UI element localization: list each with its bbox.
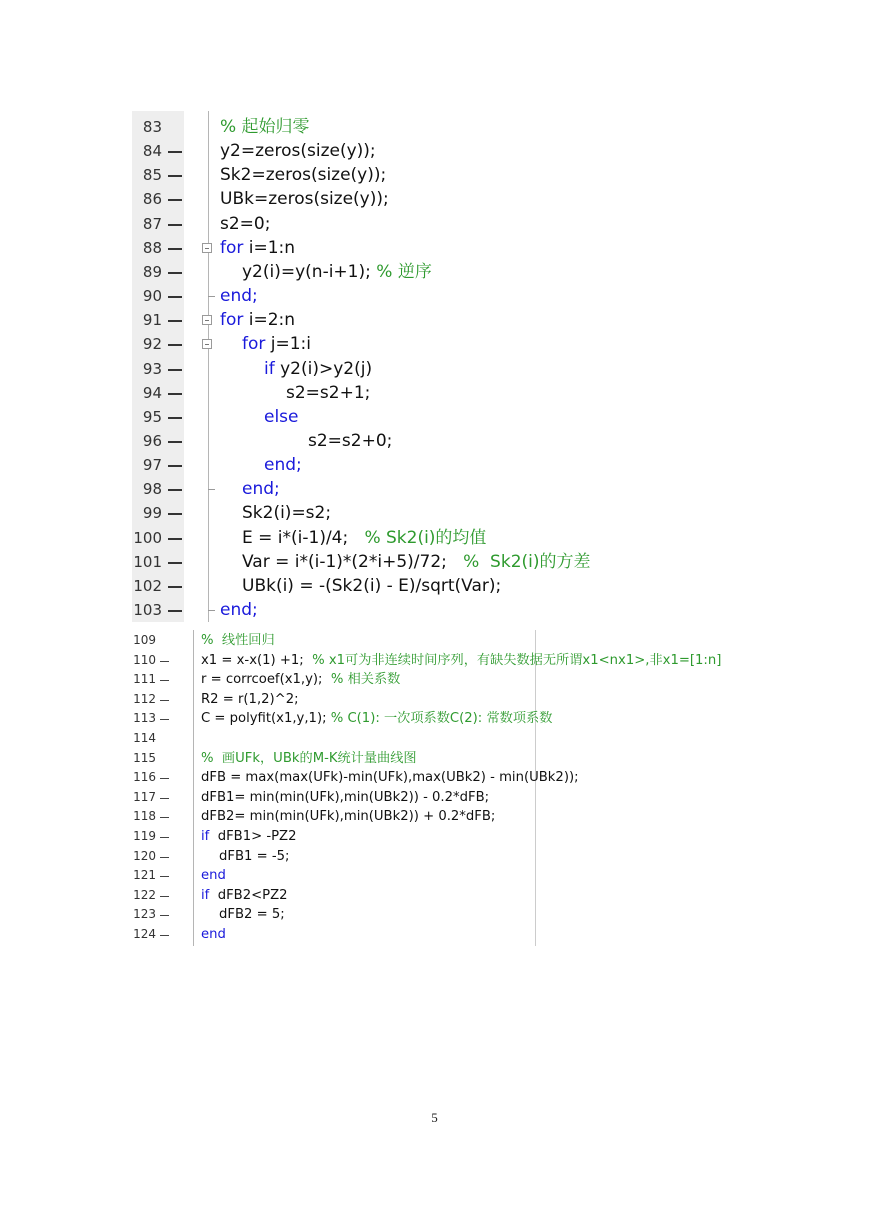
code-text	[201, 631, 275, 651]
breakpoint-dash[interactable]	[168, 344, 182, 346]
breakpoint-dash[interactable]	[168, 513, 182, 515]
fold-toggle-icon[interactable]	[202, 243, 212, 253]
code-text	[220, 284, 258, 308]
line-number: 121	[133, 868, 156, 883]
code-text	[201, 886, 288, 906]
line-number: 120	[133, 848, 156, 863]
code-text	[220, 139, 376, 163]
code-text	[220, 212, 270, 236]
code-line	[0, 212, 700, 236]
code-text	[242, 477, 280, 501]
code-comment: % 相关系数	[330, 672, 401, 688]
code-keyword: end	[201, 927, 226, 942]
line-number: 92	[142, 335, 162, 354]
line-number: 91	[142, 311, 162, 330]
breakpoint-dash[interactable]	[168, 417, 182, 419]
code-token: s2=s2+1;	[286, 382, 371, 403]
code-token: dFB2 = 5;	[219, 907, 285, 923]
page-number: 5	[431, 1110, 438, 1125]
code-line	[0, 631, 760, 651]
code-line	[0, 477, 700, 501]
code-text	[264, 357, 372, 381]
line-number: 97	[142, 456, 162, 475]
line-number: 124	[133, 927, 156, 941]
code-keyword: end;	[242, 479, 280, 500]
code-token: UBk(i) = -(Sk2(i) - E)/sqrt(Var);	[242, 575, 502, 596]
code-token: dFB1= min(min(UFk),min(UBk2)) - 0.2*dFB;	[201, 789, 490, 805]
code-comment: % x1可为非连续时间序列，有缺失数据无所谓x1<nx1>,非x1=[1:n]	[312, 652, 722, 668]
code-text	[242, 550, 591, 574]
breakpoint-dash[interactable]	[168, 538, 182, 540]
code-comment: % 线性回归	[201, 633, 275, 648]
code-token: i=1:n	[243, 237, 296, 258]
line-number: 113	[133, 711, 156, 726]
code-text	[220, 236, 295, 260]
line-number: 123	[133, 907, 156, 922]
breakpoint-dash[interactable]	[168, 586, 182, 588]
code-token: j=1:i	[265, 334, 312, 355]
breakpoint-dash[interactable]	[168, 224, 182, 226]
code-keyword: if	[201, 829, 210, 844]
code-text	[242, 526, 486, 550]
code-line	[0, 827, 760, 847]
code-line	[0, 308, 700, 332]
line-number: 101	[133, 552, 162, 571]
code-line	[0, 574, 700, 598]
breakpoint-dash[interactable]	[168, 489, 182, 491]
code-text	[264, 453, 302, 477]
code-text	[308, 429, 392, 453]
code-line	[0, 768, 760, 788]
breakpoint-dash[interactable]	[168, 175, 182, 177]
code-keyword: else	[264, 406, 299, 427]
line-number: 86	[142, 190, 162, 209]
code-text	[220, 598, 258, 622]
breakpoint-dash[interactable]	[168, 248, 182, 250]
code-keyword: end	[201, 868, 226, 884]
fold-end-marker	[208, 296, 215, 297]
code-line	[0, 260, 700, 284]
code-line	[0, 651, 760, 671]
code-text	[201, 651, 721, 671]
code-line	[0, 357, 700, 381]
breakpoint-dash[interactable]	[160, 817, 169, 818]
code-token: y2(i)=y(n-i+1);	[242, 261, 377, 282]
code-text	[201, 807, 495, 827]
breakpoint-dash[interactable]	[168, 151, 182, 153]
line-number: 110	[133, 652, 156, 667]
line-number: 109	[133, 633, 156, 647]
code-keyword: end;	[220, 600, 258, 620]
code-token: s2=0;	[220, 213, 271, 234]
line-number: 96	[142, 431, 162, 450]
code-line	[0, 163, 700, 187]
code-comment: % 画UFk，UBk的M-K统计量曲线图	[201, 750, 417, 766]
code-text	[201, 749, 417, 769]
code-text	[242, 501, 331, 525]
code-token: Var = i*(i-1)*(2*i+5)/72;	[242, 551, 464, 572]
code-text	[201, 925, 226, 945]
code-text	[242, 332, 311, 356]
line-number: 114	[133, 731, 156, 745]
breakpoint-dash[interactable]	[160, 935, 169, 936]
breakpoint-dash[interactable]	[160, 896, 169, 897]
code-text	[201, 670, 400, 690]
fold-end-marker	[208, 610, 215, 611]
line-number: 88	[142, 238, 162, 257]
code-line	[0, 453, 700, 477]
line-number: 119	[133, 829, 156, 843]
code-line	[0, 550, 700, 574]
code-line	[0, 187, 700, 211]
code-token: dFB1 = -5;	[219, 848, 290, 864]
code-line	[0, 866, 760, 886]
code-token: UBk=zeros(size(y));	[220, 189, 389, 210]
line-number: 117	[133, 789, 156, 804]
line-number: 111	[133, 672, 156, 687]
code-comment: % C(1): 一次项系数C(2): 常数项系数	[330, 711, 553, 727]
code-line	[0, 709, 760, 729]
code-keyword: end;	[264, 455, 302, 476]
line-number: 89	[142, 262, 162, 281]
code-keyword: end;	[220, 286, 258, 307]
code-line	[0, 690, 760, 710]
breakpoint-dash[interactable]	[160, 680, 169, 681]
code-comment: % Sk2(i)的方差	[463, 551, 591, 572]
line-number: 95	[142, 407, 162, 426]
breakpoint-dash[interactable]	[168, 320, 182, 322]
line-number: 103	[133, 601, 162, 619]
line-number: 98	[142, 480, 162, 499]
code-token: E = i*(i-1)/4;	[242, 527, 365, 548]
code-line	[0, 670, 760, 690]
code-line	[0, 749, 760, 769]
code-token: x1 = x-x(1) +1;	[201, 652, 313, 668]
code-line	[0, 886, 760, 906]
code-text	[242, 574, 501, 598]
line-number: 102	[133, 576, 162, 595]
line-number: 115	[133, 750, 156, 765]
code-line	[0, 598, 700, 622]
code-line	[0, 501, 700, 525]
line-number: 85	[142, 166, 162, 185]
line-number: 87	[142, 214, 162, 233]
code-text	[286, 381, 370, 405]
code-token: i=2:n	[243, 310, 296, 331]
breakpoint-dash[interactable]	[168, 441, 182, 443]
breakpoint-dash[interactable]	[160, 700, 169, 701]
breakpoint-dash[interactable]	[168, 272, 182, 274]
code-line	[0, 429, 700, 453]
code-text	[264, 405, 299, 429]
code-text	[201, 709, 552, 729]
code-token: y2(i)>y2(j)	[274, 358, 373, 379]
breakpoint-dash[interactable]	[168, 465, 182, 467]
code-keyword: for	[220, 237, 244, 258]
code-keyword: for	[220, 310, 244, 331]
code-token: Sk2(i)=s2;	[242, 503, 332, 524]
line-number: 112	[133, 691, 156, 706]
line-number: 116	[133, 770, 156, 785]
code-line	[0, 236, 700, 260]
line-number: 94	[142, 383, 162, 402]
code-text	[220, 187, 389, 211]
code-line	[0, 284, 700, 308]
code-text	[201, 866, 226, 886]
code-line	[0, 788, 760, 808]
breakpoint-dash[interactable]	[168, 296, 182, 298]
code-keyword: if	[201, 887, 210, 903]
code-line	[0, 526, 700, 550]
code-token: R2 = r(1,2)^2;	[201, 691, 299, 707]
code-text	[219, 847, 289, 867]
fold-end-marker	[208, 489, 215, 490]
code-token: s2=s2+0;	[308, 430, 393, 451]
breakpoint-dash[interactable]	[160, 661, 169, 662]
code-line	[0, 925, 760, 945]
line-number: 122	[133, 887, 156, 902]
code-token: dFB1> -PZ2	[209, 829, 297, 844]
code-token: dFB2= min(min(UFk),min(UBk2)) + 0.2*dFB;	[201, 809, 496, 825]
code-line	[0, 139, 700, 163]
breakpoint-dash[interactable]	[168, 199, 182, 201]
code-text	[220, 308, 295, 332]
code-line	[0, 807, 760, 827]
line-number: 90	[142, 287, 162, 306]
code-text	[201, 690, 299, 710]
breakpoint-dash[interactable]	[168, 562, 182, 564]
fold-toggle-icon[interactable]	[202, 339, 212, 349]
line-number: 84	[142, 142, 162, 161]
code-token: dFB = max(max(UFk)-min(UFk),max(UBk2) - min(UBk2));	[201, 770, 579, 786]
breakpoint-dash[interactable]	[160, 837, 169, 838]
code-line	[0, 332, 700, 356]
code-line	[0, 905, 760, 925]
code-comment: % 逆序	[376, 261, 432, 282]
code-line	[0, 729, 760, 749]
line-number: 118	[133, 809, 156, 824]
breakpoint-dash[interactable]	[160, 876, 169, 877]
breakpoint-dash[interactable]	[160, 857, 169, 858]
line-number: 93	[142, 359, 162, 378]
code-comment: % 起始归零	[220, 117, 310, 137]
line-number: 100	[133, 528, 162, 547]
code-token: y2=zeros(size(y));	[220, 141, 376, 162]
code-text	[220, 163, 386, 187]
breakpoint-dash[interactable]	[168, 610, 182, 612]
code-text	[242, 260, 432, 284]
code-text	[219, 905, 285, 925]
code-token: Sk2=zeros(size(y));	[220, 165, 387, 186]
line-number: 83	[142, 118, 162, 136]
code-text	[201, 788, 489, 808]
breakpoint-dash[interactable]	[160, 719, 169, 720]
code-token: r = corrcoef(x1,y);	[201, 672, 331, 688]
breakpoint-dash[interactable]	[168, 369, 182, 371]
code-text	[201, 827, 296, 847]
breakpoint-dash[interactable]	[160, 915, 169, 916]
code-token: C = polyfit(x1,y,1);	[201, 711, 331, 727]
code-text	[220, 115, 310, 139]
breakpoint-dash[interactable]	[160, 798, 169, 799]
breakpoint-dash[interactable]	[168, 393, 182, 395]
line-number: 99	[142, 504, 162, 523]
code-token: dFB2<PZ2	[209, 887, 288, 903]
code-text	[201, 768, 579, 788]
code-line	[0, 115, 700, 139]
code-keyword: if	[264, 358, 275, 379]
fold-toggle-icon[interactable]	[202, 315, 212, 325]
breakpoint-dash[interactable]	[160, 778, 169, 779]
code-line	[0, 847, 760, 867]
code-line	[0, 405, 700, 429]
code-comment: % Sk2(i)的均值	[364, 527, 487, 548]
code-keyword: for	[242, 334, 266, 355]
code-line	[0, 381, 700, 405]
